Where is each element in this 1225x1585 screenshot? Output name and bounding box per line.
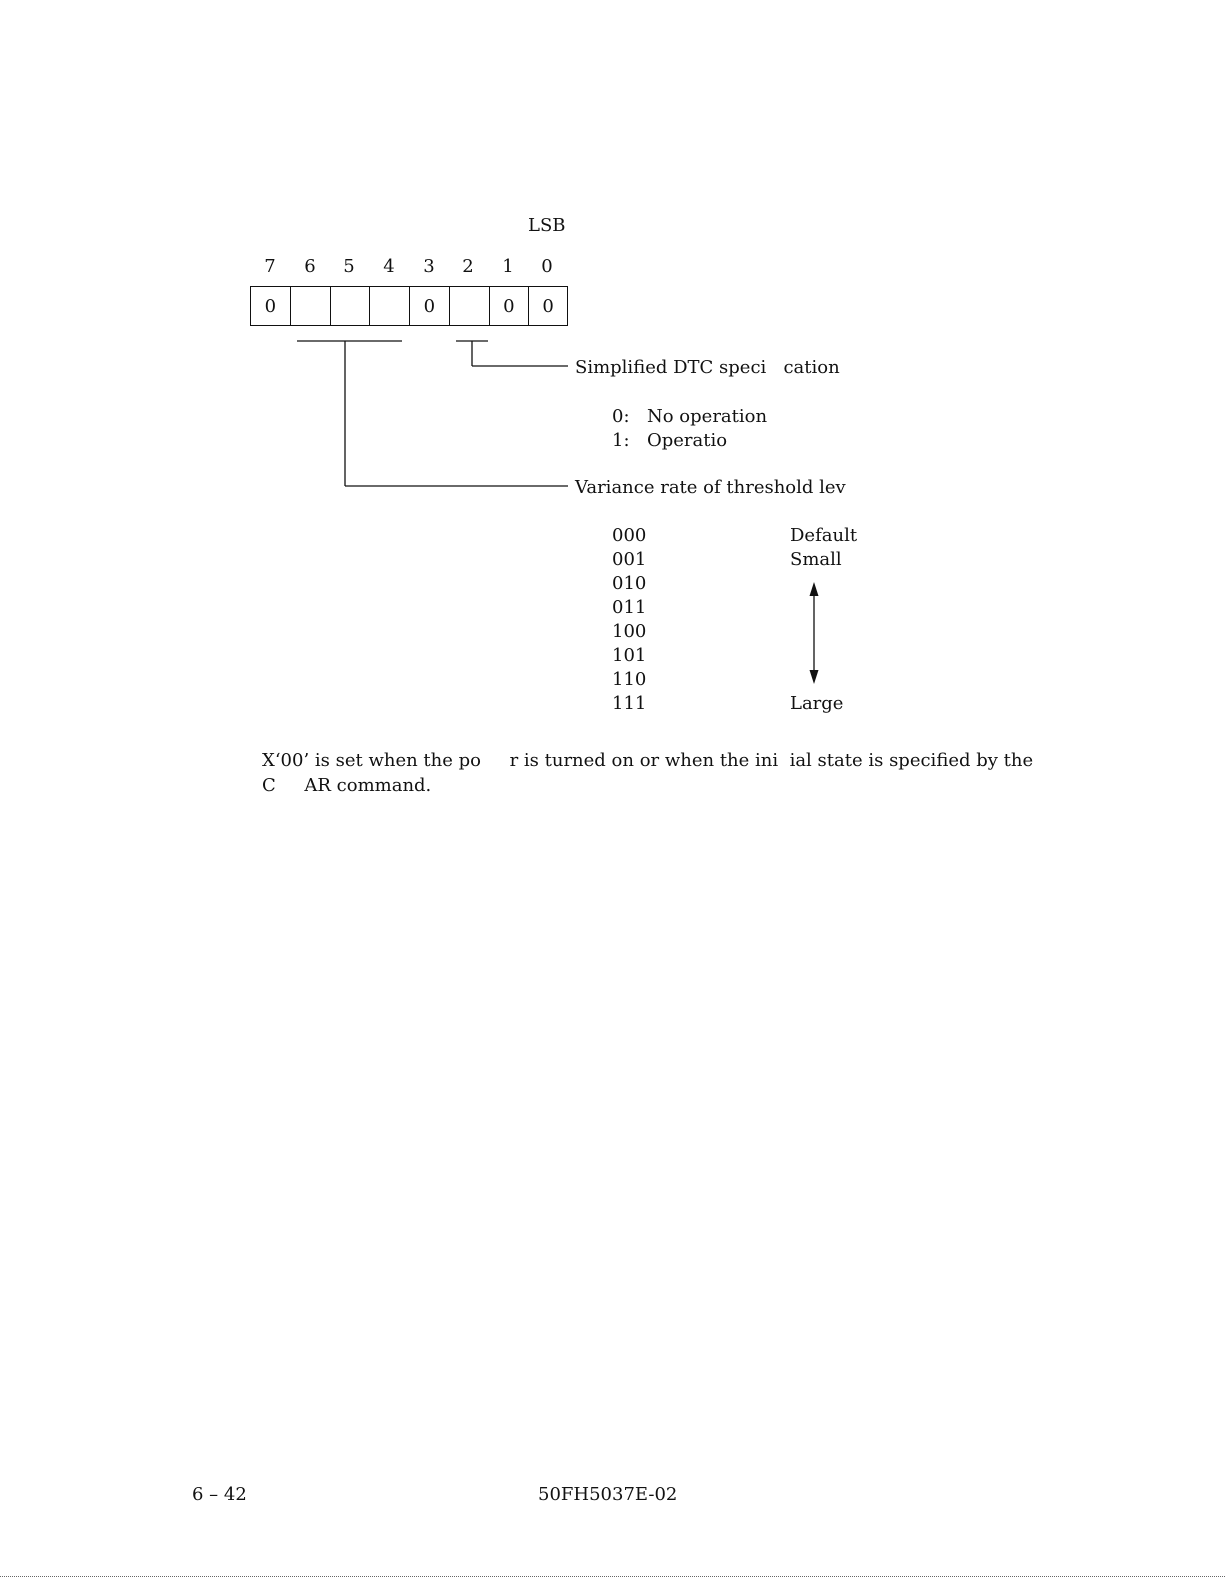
variance-code-100: 100 xyxy=(612,621,647,642)
bit-number-5: 5 xyxy=(343,256,355,277)
bit-number-0: 0 xyxy=(541,256,553,277)
footnote-line-1: X‘00’ is set when the po r is turned on or when the ini ial state is specified by the xyxy=(262,750,1034,771)
bit-number-7: 7 xyxy=(264,256,276,277)
document-code: 50FH5037E-02 xyxy=(538,1484,678,1505)
bit-cell-3: 0 xyxy=(409,287,449,325)
dtc-field-label: Simplified DTC speci cation xyxy=(575,357,840,378)
bit-cell-1: 0 xyxy=(489,287,529,325)
dtc-option-text-1: Operatio xyxy=(647,430,728,451)
bit-cell-6 xyxy=(290,287,330,325)
lsb-label: LSB xyxy=(528,215,566,236)
bit-number-2: 2 xyxy=(462,256,474,277)
bit-number-6: 6 xyxy=(304,256,316,277)
bit-cell-2 xyxy=(449,287,489,325)
bit-cell-0: 0 xyxy=(528,287,568,325)
footnote xyxy=(262,748,1042,798)
bit-number-3: 3 xyxy=(423,256,435,277)
scale-default-label: Default xyxy=(790,525,858,546)
bit-cell-5 xyxy=(330,287,370,325)
bit-cell-7: 0 xyxy=(250,287,290,325)
variance-code-101: 101 xyxy=(612,645,647,666)
variance-code-110: 110 xyxy=(612,669,647,690)
scale-small-label: Small xyxy=(790,549,842,570)
dtc-option-code-1: 1: xyxy=(612,430,630,451)
double-arrow-icon xyxy=(810,582,819,684)
bit-number-4: 4 xyxy=(383,256,395,277)
variance-code-001: 001 xyxy=(612,549,647,570)
footnote-line-2: C AR command. xyxy=(262,775,432,796)
variance-code-111: 111 xyxy=(612,693,647,714)
variance-code-010: 010 xyxy=(612,573,647,594)
register-bit-field xyxy=(250,286,568,326)
scale-large-label: Large xyxy=(790,693,844,714)
bit-number-1: 1 xyxy=(502,256,514,277)
scan-edge-divider xyxy=(0,1576,1225,1577)
variance-field-label: Variance rate of threshold lev xyxy=(575,477,846,498)
bit-cell-4 xyxy=(369,287,409,325)
variance-code-000: 000 xyxy=(612,525,647,546)
variance-code-011: 011 xyxy=(612,597,647,618)
page-number: 6 – 42 xyxy=(192,1484,247,1505)
dtc-option-code-0: 0: xyxy=(612,406,630,427)
dtc-option-text-0: No operation xyxy=(647,406,768,427)
